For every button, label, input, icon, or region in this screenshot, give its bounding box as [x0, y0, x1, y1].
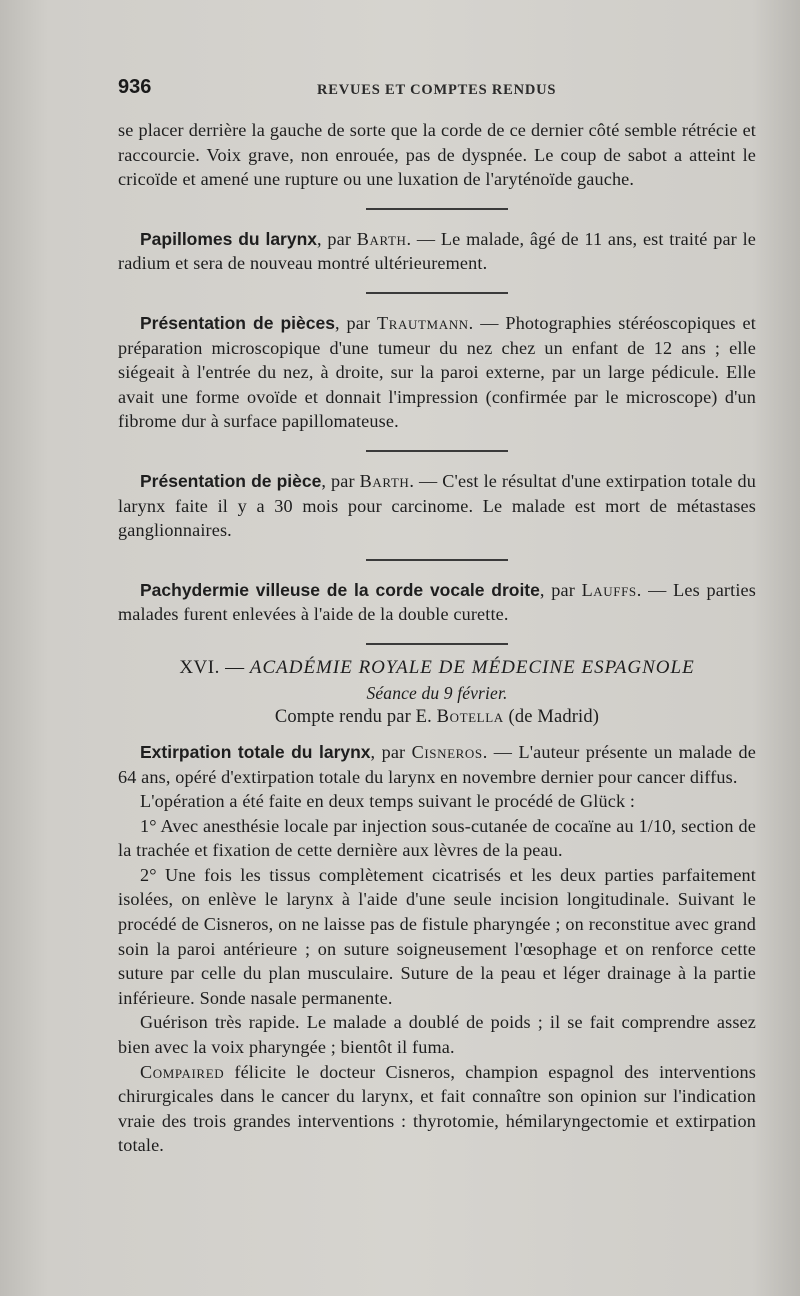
separator-rule: [366, 643, 508, 645]
article-intro-text: . — L'auteur présente un malade de 64 ans, opéré d'extirpation totale du larynx en novembre dernier pour cancer diffus.: [118, 741, 756, 787]
entry-title: Papillomes du larynx: [140, 228, 318, 249]
article-paragraph: L'opération a été faite en deux temps suivant le procédé de Glück :: [140, 791, 636, 812]
article-by: , par: [370, 741, 412, 762]
page-header: [118, 76, 754, 100]
section-title: ACADÉMIE ROYALE DE MÉDECINE ESPAGNOLE: [249, 656, 695, 678]
entry-presentation-piece: [118, 469, 756, 543]
entry-by: , par: [334, 312, 378, 333]
entry-title: Présentation de pièces: [140, 312, 335, 333]
entry-by: , par: [317, 228, 357, 249]
section-number: XVI. —: [179, 656, 250, 678]
entry-by: , par: [539, 579, 582, 600]
running-head: REVUES ET COMPTES RENDUS: [317, 82, 557, 98]
report-author: Botella: [436, 706, 504, 727]
entry-title: Pachydermie villeuse de la corde vocale droite: [140, 579, 540, 600]
article-author: Cisneros: [411, 741, 483, 762]
report-suffix: (de Madrid): [503, 706, 600, 727]
article-paragraph: Guérison très rapide. Le malade a doublé de poids ; il se fait comprendre assez bien avec la voix pharyngée ; bientôt il fuma.: [118, 1012, 756, 1058]
page-body: [118, 118, 756, 1158]
entry-author: Lauffs: [581, 579, 637, 600]
separator-rule: [366, 559, 508, 561]
report-prefix: Compte rendu par E.: [274, 706, 437, 727]
entry-text: . — Les parties malades furent enlevées à l'aide de la double curette.: [118, 579, 756, 625]
article-paragraph: 2° Une fois les tissus complètement cicatrisés et les deux parties parfaitement isolées, on enlève le larynx à l'aide d'une seule incision longitudinale. Suivant le procédé de Cisneros, on ne laisse pas de fistule pharyngée ; on reconstitue avec grand soin la paroi antérieure ; on suture soigneusement l'œsophage et on renforce cette suture par celle du plan musculaire. Suture de la peau et léger drainage à la partie inférieure. Sonde nasale permanente.: [118, 864, 756, 1008]
separator-rule: [366, 450, 508, 452]
entry-text: . — Photographies stéréoscopiques et préparation microscopique d'une tumeur du nez chez un enfant de 12 ans ; elle siégeait à l'entrée du nez, à droite, sur la paroi externe, par un large pédicule. Elle avait une forme ovoïde et donnait l'impression (confirmée par le microscope) d'un fibrome dur à surface papillomateuse.: [118, 312, 756, 432]
closing-paragraph: [118, 1060, 756, 1158]
separator-rule: [366, 292, 508, 294]
entry-author: Trautmann: [377, 312, 469, 333]
entry-pachydermie: [118, 578, 756, 627]
separator-rule: [366, 208, 508, 210]
entry-author: Barth: [359, 470, 410, 491]
entry-text: . — Le malade, âgé de 11 ans, est traité par le radium et sera de nouveau montré ultérieurement.: [118, 228, 756, 274]
page-number: 936: [118, 76, 152, 98]
closing-text: félicite le docteur Cisneros, champion espagnol des interventions chirurgicales dans le cancer du larynx, et fait connaître son opinion sur l'indication vraie des trois grandes interventions : thyrotomie, hémilaryngectomie et extirpation totale.: [118, 1061, 756, 1156]
closing-author: Compaired: [140, 1061, 225, 1082]
report-credit: [118, 705, 756, 730]
entry-by: , par: [321, 470, 360, 491]
entry-author: Barth: [356, 228, 407, 249]
section-heading: [118, 655, 756, 681]
article-intro: [118, 740, 756, 789]
article-title: Extirpation totale du larynx: [140, 741, 371, 762]
entry-presentation-pieces: [118, 311, 756, 434]
opening-paragraph: se placer derrière la gauche de sorte que la corde de ce dernier côté semble rétrécie et raccourcie. Voix grave, non enrouée, pas de dyspnée. Le coup de sabot a atteint le cricoïde et amené une rupture ou une luxation de l'aryténoïde gauche.: [118, 120, 756, 190]
entry-title: Présentation de pièce: [140, 470, 322, 491]
seance-date: Séance du 9 février.: [366, 682, 508, 703]
article-paragraph: 1° Avec anesthésie locale par injection sous-cutanée de cocaïne au 1/10, section de la trachée et fixation de cette dernière aux lèvres de la peau.: [118, 815, 756, 861]
entry-text: . — C'est le résultat d'une extirpation totale du larynx faite il y a 30 mois pour carcinome. Le malade est mort de métastases ganglionnaires.: [118, 470, 757, 541]
entry-papillomes: [118, 227, 756, 276]
